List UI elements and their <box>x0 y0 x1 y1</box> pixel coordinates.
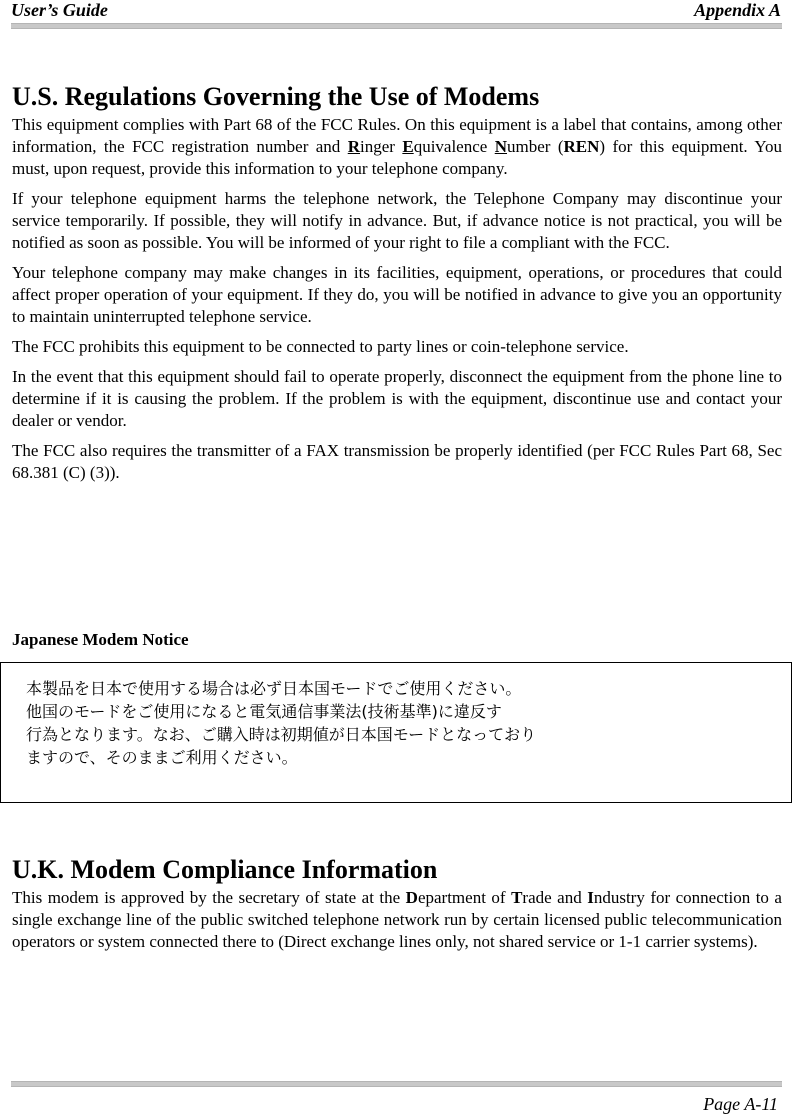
japanese-notice-line: 他国のモードをご使用になると電気通信事業法(技術基準)に違反す <box>26 702 502 721</box>
fcc-paragraph-6: The FCC also requires the transmitter of a FAX transmission be properly identified (per FCC Rules Part 68, Sec 68.381 (C) (3)). <box>12 441 782 482</box>
fcc-paragraph-4: The FCC prohibits this equipment to be connected to party lines or coin-telephone service. <box>12 337 629 356</box>
page-number: Page A-11 <box>703 1094 778 1114</box>
header-rule <box>11 23 782 29</box>
header-guide-title: User’s Guide <box>11 0 108 20</box>
fcc-section-title: U.S. Regulations Governing the Use of Modems <box>12 82 540 111</box>
japanese-notice-line: 行為となります。なお、ご購入時は初期値が日本国モードとなっており <box>26 725 537 744</box>
fcc-paragraph-5: In the event that this equipment should fail to operate properly, disconnect the equipment from the phone line to determine if it is causing the problem. If the problem is with the equipment, discontinue use and contact your dealer or vendor. <box>12 367 782 430</box>
page-content <box>12 80 782 484</box>
uk-section-title: U.K. Modem Compliance Information <box>12 855 438 884</box>
uk-section <box>12 853 782 953</box>
japanese-notice-line: 本製品を日本で使用する場合は必ず日本国モードでご使用ください。 <box>26 679 522 698</box>
japanese-notice-box <box>0 662 792 803</box>
japanese-notice-heading: Japanese Modem Notice <box>12 630 189 649</box>
fcc-paragraph-3: Your telephone company may make changes in its facilities, equipment, operations, or procedures that could affect proper operation of your equipment. If they do, you will be notified in advance to give you an opportunity to maintain uninterrupted telephone service. <box>12 263 782 326</box>
japanese-notice-line: ますので、そのままご利用ください。 <box>26 748 298 767</box>
fcc-paragraph-1: This equipment complies with Part 68 of the FCC Rules. On this equipment is a label that contains, among other information, the FCC registration number and Ringer Equivalence Number (REN) for this equipment. You must, upon request, provide this information to your telephone company. <box>12 115 783 178</box>
uk-paragraph: This modem is approved by the secretary of state at the Department of Trade and Industry for connection to a single exchange line of the public switched telephone network run by certain licensed public telecommunication operators or system connected there to (Direct exchange lines only, not shared service or 1-1 carrier systems). <box>12 888 782 951</box>
footer-rule <box>11 1081 782 1087</box>
header-appendix-label: Appendix A <box>694 0 781 20</box>
fcc-paragraph-2: If your telephone equipment harms the telephone network, the Telephone Company may discontinue your service temporarily. If possible, they will notify in advance. But, if advance notice is not practical, you will be notified as soon as possible. You will be informed of your right to file a compliant with the FCC. <box>12 189 782 252</box>
